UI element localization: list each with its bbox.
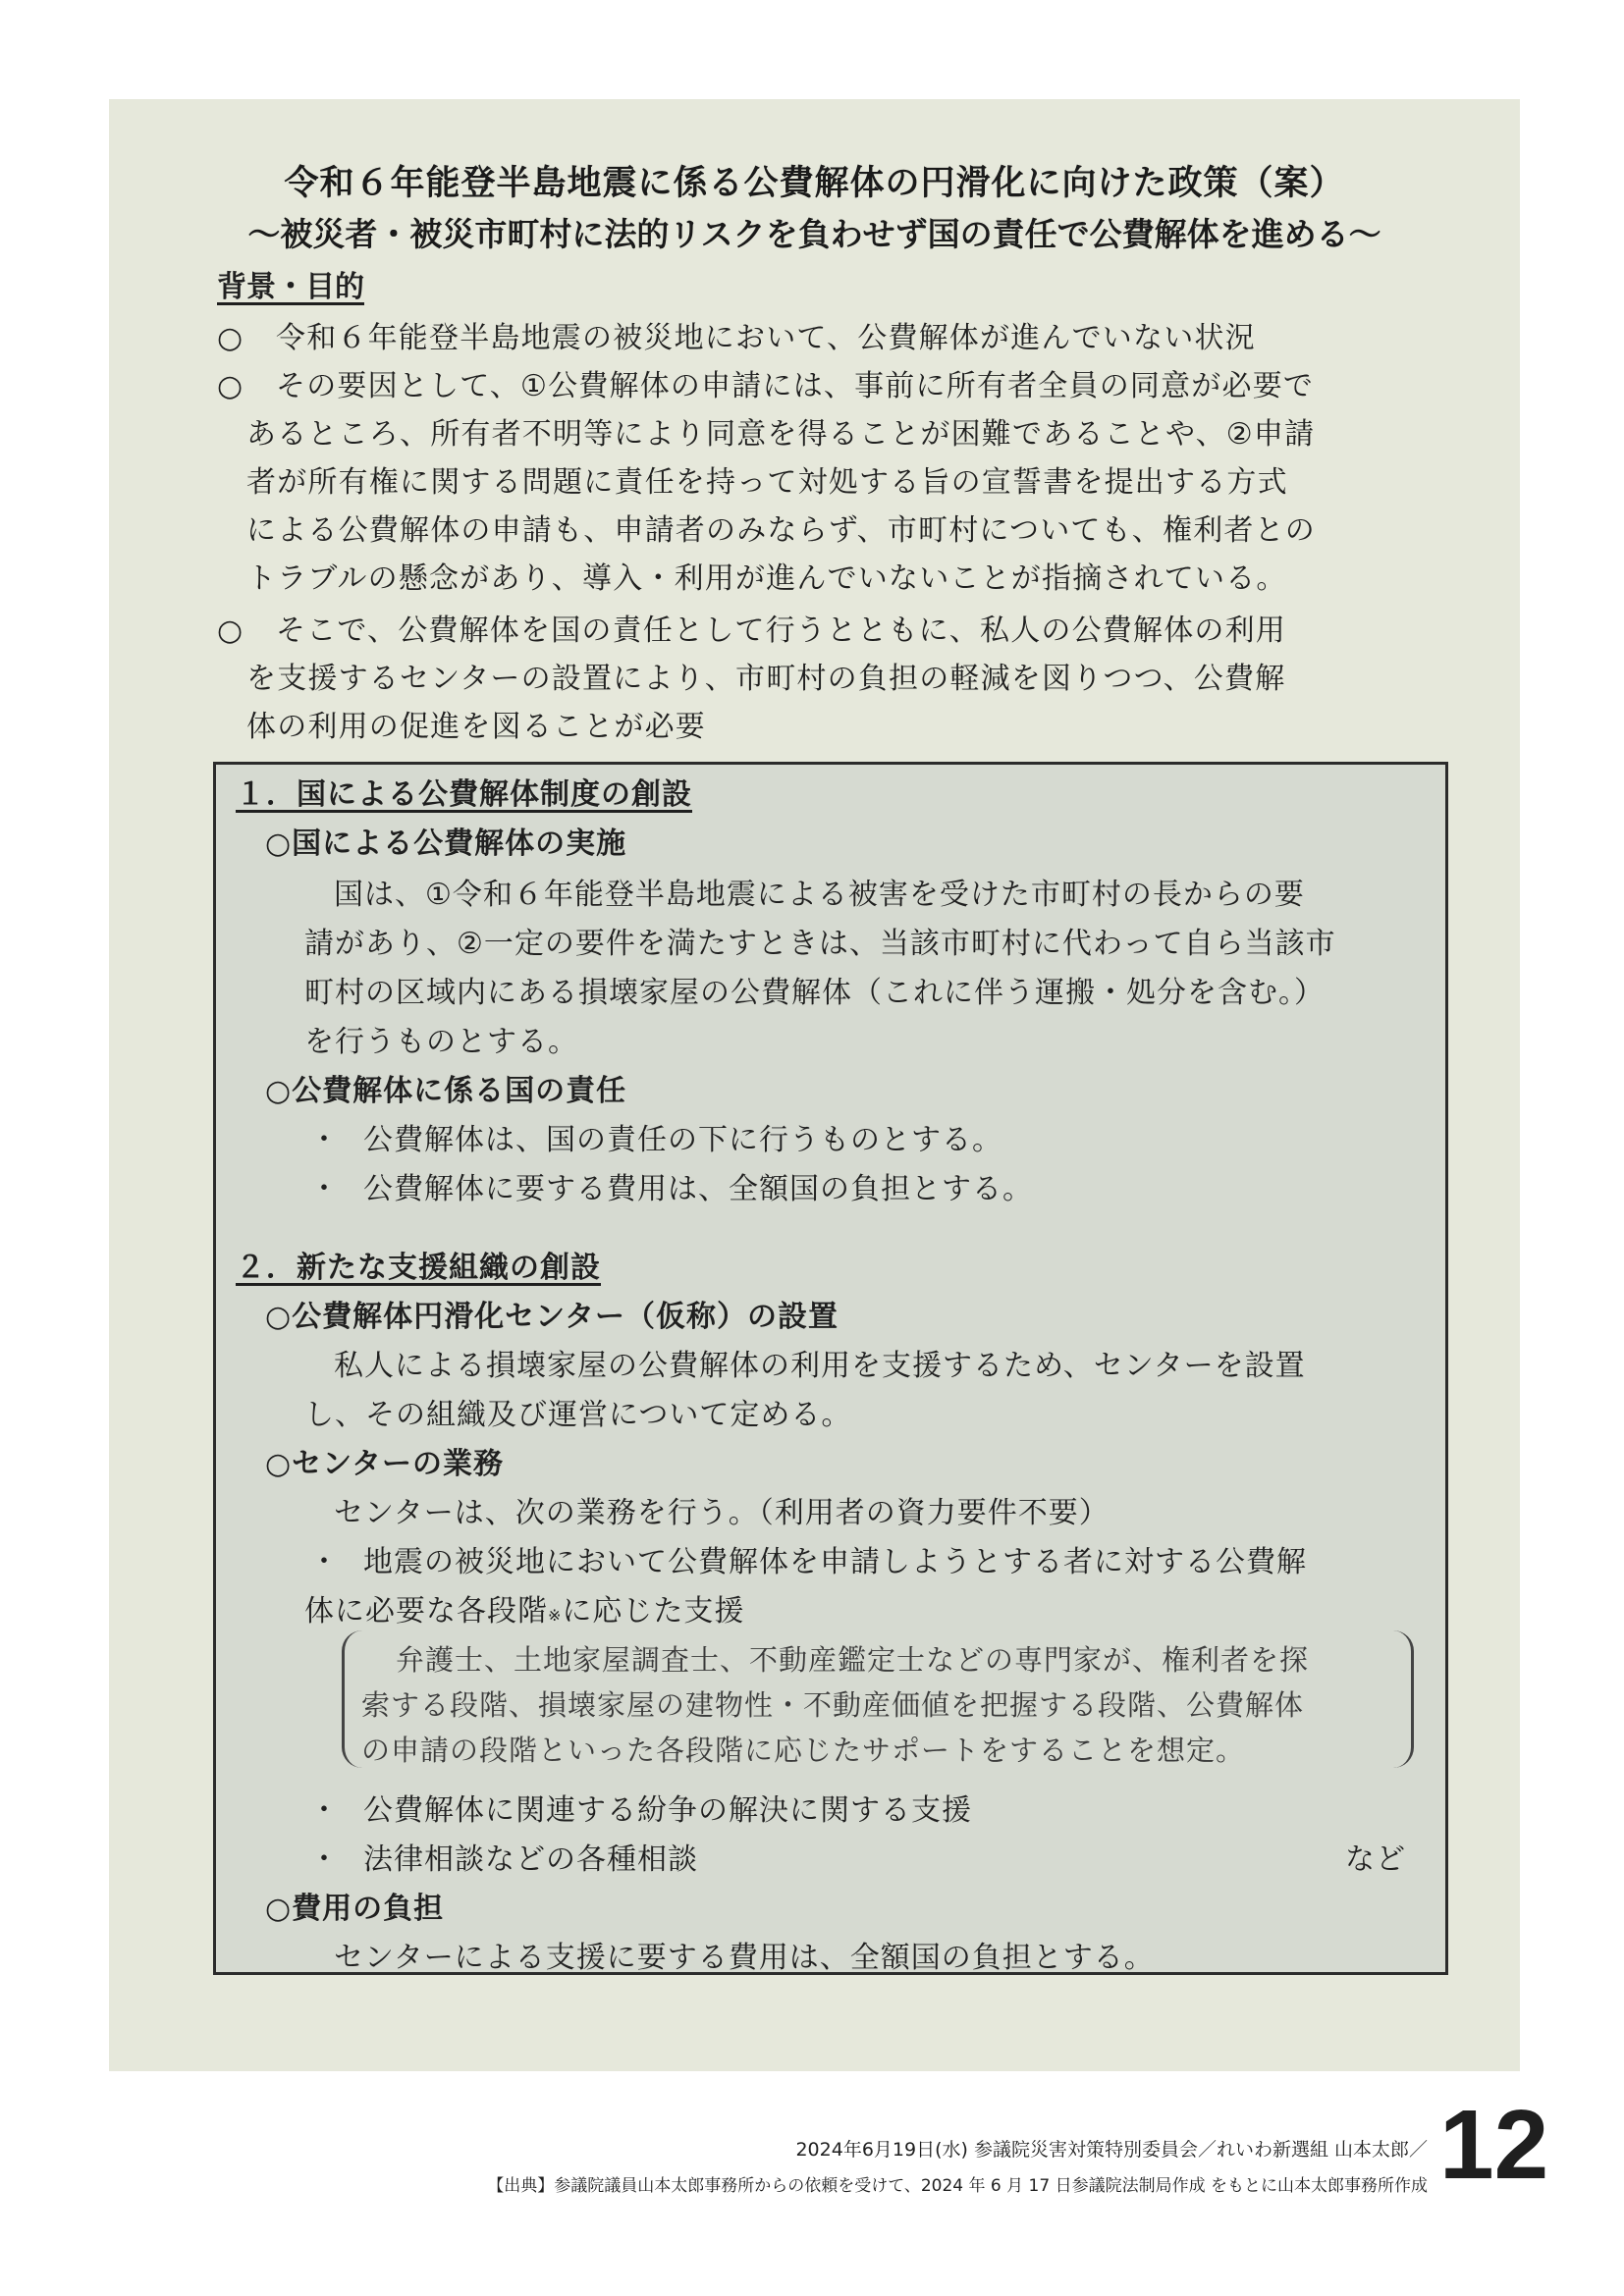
section-2-item-2: 公費解体に関連する紛争の解決に関する支援 xyxy=(363,1793,972,1828)
left-bracket xyxy=(342,1630,362,1768)
circle-bullet: ○ xyxy=(217,614,244,648)
section-2-item-3: 法律相談などの各種相談 xyxy=(363,1842,698,1877)
section-2-sub3-line: センターによる支援に要する費用は、全額国の負担とする。 xyxy=(334,1941,1155,1975)
section-2-item-1: 地震の被災地において公費解体を申請しようとする者に対する公費解 xyxy=(363,1545,1307,1579)
paragraph-line: そこで、公費解体を国の責任として行うとともに、私人の公費解体の利用 xyxy=(276,614,1286,648)
section-2-sub1-line: し、その組織及び運営について定める。 xyxy=(304,1398,852,1432)
section-1-sub1-line: 町村の区域内にある損壊家屋の公費解体（これに伴う運搬・処分を含む。） xyxy=(304,976,1325,1010)
document-subtitle: ～被災者・被災市町村に法的リスクを負わせず国の責任で公費解体を進める～ xyxy=(247,215,1381,253)
footer-date-line: 2024年6月19日(水) 参議院災害対策特別委員会／れいわ新選組 山本太郎／ xyxy=(795,2139,1428,2161)
item-text: 体に必要な各段階 xyxy=(304,1594,548,1629)
note-line: の申請の段階といった各段階に応じたサポートをすることを想定。 xyxy=(361,1734,1246,1767)
circle-bullet: ○ xyxy=(217,369,244,403)
section-2-title: ２．新たな支援組織の創設 xyxy=(236,1251,601,1285)
section-2-sub3-title: ○費用の負担 xyxy=(265,1892,445,1926)
bullet-dot: ・ xyxy=(309,1793,340,1828)
section-1-item: 公費解体は、国の責任の下に行うものとする。 xyxy=(363,1123,1002,1157)
paragraph-line: トラブルの懸念があり、導入・利用が進んでいないことが指摘されている。 xyxy=(246,561,1287,596)
bullet-dot: ・ xyxy=(309,1545,340,1579)
paragraph-line: その要因として、①公費解体の申請には、事前に所有者全員の同意が必要で xyxy=(276,369,1315,403)
section-2-item-1-continued xyxy=(304,1586,744,1629)
section-2-sub2-title: ○センターの業務 xyxy=(265,1447,504,1481)
note-line: 弁護士、土地家屋調査士、不動産鑑定士などの専門家が、権利者を探 xyxy=(396,1643,1310,1677)
section-1-sub1-line: 請があり、②一定の要件を満たすときは、当該市町村に代わって自ら当該市 xyxy=(304,927,1336,961)
section-2-sub2-intro: センターは、次の業務を行う。（利用者の資力要件不要） xyxy=(334,1496,1110,1530)
background-heading: 背景・目的 xyxy=(217,270,364,304)
item-text: に応じた支援 xyxy=(562,1594,745,1629)
section-1-sub1-title: ○国による公費解体の実施 xyxy=(265,827,627,861)
note-bracket-block xyxy=(342,1630,1414,1768)
paragraph-line: を支援するセンターの設置により、市町村の負担の軽減を図りつつ、公費解 xyxy=(246,662,1286,696)
paragraph-line: 者が所有権に関する問題に責任を持って対処する旨の宣誓書を提出する方式 xyxy=(246,465,1288,500)
background-paragraph-3 xyxy=(217,607,1464,751)
paragraph-line: による公費解体の申請も、申請者のみならず、市町村についても、権利者との xyxy=(246,513,1316,548)
paragraph-line: 令和６年能登半島地震の被災地において、公費解体が進んでいない状況 xyxy=(276,321,1256,355)
paragraph-line: 体の利用の促進を図ることが必要 xyxy=(246,710,706,744)
section-1-item: 公費解体に要する費用は、全額国の負担とする。 xyxy=(363,1172,1033,1206)
right-bracket xyxy=(1393,1630,1414,1768)
section-1-sub2-title: ○公費解体に係る国の責任 xyxy=(265,1074,627,1108)
section-2-sub1-title: ○公費解体円滑化センター（仮称）の設置 xyxy=(265,1300,839,1334)
section-1-sub1-line: を行うものとする。 xyxy=(304,1025,578,1059)
page-number: 12 xyxy=(1439,2090,1549,2200)
bullet-dot: ・ xyxy=(309,1172,340,1206)
document-panel xyxy=(109,99,1520,2071)
background-paragraph-2 xyxy=(217,362,1464,603)
bullet-dot: ・ xyxy=(309,1842,340,1877)
background-paragraph-1 xyxy=(217,314,1464,362)
section-1-title: １．国による公費解体制度の創設 xyxy=(236,777,692,812)
section-2-item-3-suffix: など xyxy=(1345,1842,1406,1877)
document-title: 令和６年能登半島地震に係る公費解体の円滑化に向けた政策（案） xyxy=(284,164,1345,203)
circle-bullet: ○ xyxy=(217,321,244,355)
bullet-dot: ・ xyxy=(309,1123,340,1157)
paragraph-line: あるところ、所有者不明等により同意を得ることが困難であることや、②申請 xyxy=(246,417,1316,452)
section-2-sub1-line: 私人による損壊家屋の公費解体の利用を支援するため、センターを設置 xyxy=(334,1349,1306,1383)
policy-box xyxy=(213,762,1448,1975)
footer-source-line: 【出典】参議院議員山本太郎事務所からの依頼を受けて、2024 年 6 月 17 日参議院法制局作成 をもとに山本太郎事務所作成 xyxy=(487,2176,1428,2196)
note-mark: ※ xyxy=(548,1606,563,1625)
note-line: 索する段階、損壊家屋の建物性・不動産価値を把握する段階、公費解体 xyxy=(361,1688,1305,1722)
section-1-sub1-line: 国は、①令和６年能登半島地震による被害を受けた市町村の長からの要 xyxy=(334,878,1305,912)
